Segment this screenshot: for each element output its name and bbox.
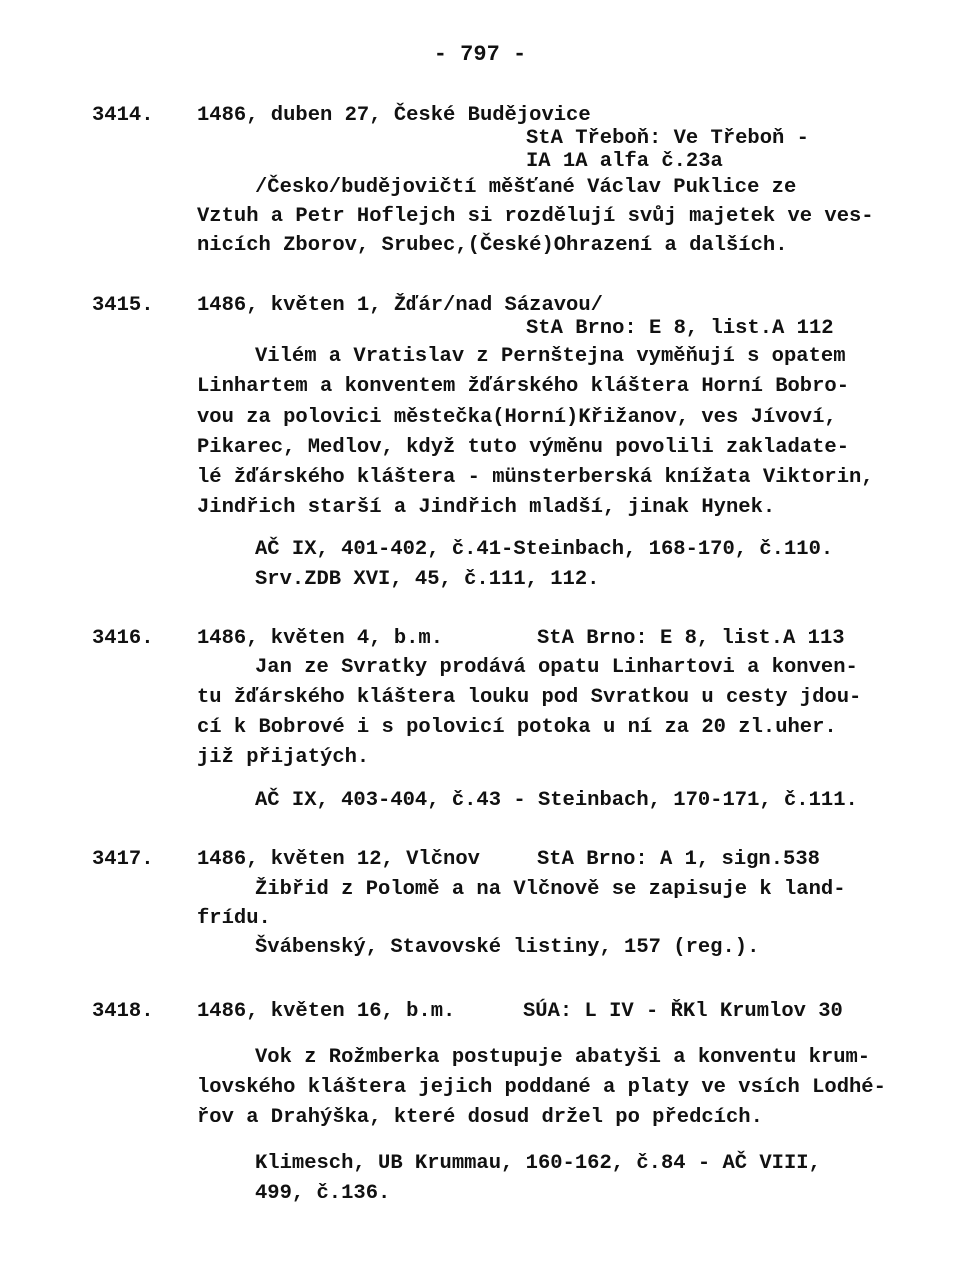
- entry-text-line: frídu.: [197, 907, 271, 930]
- entry-text-line: cí k Bobrové i s polovicí potoka u ní za 20 zl.uher.: [197, 716, 837, 739]
- entry-source: StA Brno: A 1, sign.538: [537, 848, 820, 871]
- entry-header: 1486, duben 27, České Budějovice: [197, 104, 591, 127]
- entry-reference: Klimesch, UB Krummau, 160-162, č.84 - AČ VIII,: [255, 1152, 821, 1175]
- entry-number: 3414.: [92, 104, 154, 127]
- entry-source: SÚA: L IV - ŘKl Krumlov 30: [523, 1000, 843, 1023]
- entry-text-line: nicích Zborov, Srubec,(České)Ohrazení a dalších.: [197, 234, 788, 257]
- entry-text-line: řov a Drahýška, které dosud držel po předcích.: [197, 1106, 763, 1129]
- entry-text-line: Linhartem a konventem žďárského kláštera Horní Bobro-: [197, 375, 850, 398]
- entry-header: 1486, květen 4, b.m.: [197, 627, 444, 650]
- entry-text-line: tu žďárského kláštera louku pod Svratkou u cesty jdou-: [197, 686, 862, 709]
- entry-reference: Švábenský, Stavovské listiny, 157 (reg.).: [255, 936, 760, 959]
- entry-text-line: lé žďárského kláštera - münsterberská knížata Viktorin,: [197, 466, 874, 489]
- entry-reference: Srv.ZDB XVI, 45, č.111, 112.: [255, 568, 600, 591]
- page-number: - 797 -: [433, 42, 527, 67]
- entry-reference: AČ IX, 403-404, č.43 - Steinbach, 170-171, č.111.: [255, 789, 858, 812]
- entry-text-line: Jan ze Svratky prodává opatu Linhartovi a konven-: [255, 656, 858, 679]
- entry-text-line: Vilém a Vratislav z Pernštejna vyměňují s opatem: [255, 345, 846, 368]
- entry-source: StA Brno: E 8, list.A 112: [526, 317, 834, 340]
- entry-source: StA Brno: E 8, list.A 113: [537, 627, 845, 650]
- entry-source: IA 1A alfa č.23a: [526, 150, 723, 173]
- entry-text-line: již přijatých.: [197, 746, 370, 769]
- entry-text-line: Žibřid z Polomě a na Vlčnově se zapisuje k land-: [255, 878, 846, 901]
- entry-reference: AČ IX, 401-402, č.41-Steinbach, 168-170, č.110.: [255, 538, 834, 561]
- entry-source: StA Třeboň: Ve Třeboň -: [526, 127, 809, 150]
- entry-text-line: lovského kláštera jejich poddané a platy ve vsích Lodhé-: [197, 1076, 886, 1099]
- entry-number: 3415.: [92, 294, 154, 317]
- entry-number: 3416.: [92, 627, 154, 650]
- entry-header: 1486, květen 12, Vlčnov: [197, 848, 480, 871]
- entry-text-line: Jindřich starší a Jindřich mladší, jinak Hynek.: [197, 496, 776, 519]
- entry-text-line: Vztuh a Petr Hoflejch si rozdělují svůj majetek ve ves-: [197, 205, 874, 228]
- entry-reference: 499, č.136.: [255, 1182, 391, 1205]
- entry-text-line: vou za polovici městečka(Horní)Křižanov, ves Jívoví,: [197, 406, 837, 429]
- entry-header: 1486, květen 16, b.m.: [197, 1000, 456, 1023]
- entry-text-line: /Česko/budějovičtí měšťané Václav Puklice ze: [255, 176, 797, 199]
- entry-number: 3418.: [92, 1000, 154, 1023]
- entry-text-line: Pikarec, Medlov, když tuto výměnu povolili zakladate-: [197, 436, 850, 459]
- entry-text-line: Vok z Rožmberka postupuje abatyši a konventu krum-: [255, 1046, 871, 1069]
- entry-header: 1486, květen 1, Žďár/nad Sázavou/: [197, 294, 603, 317]
- entry-number: 3417.: [92, 848, 154, 871]
